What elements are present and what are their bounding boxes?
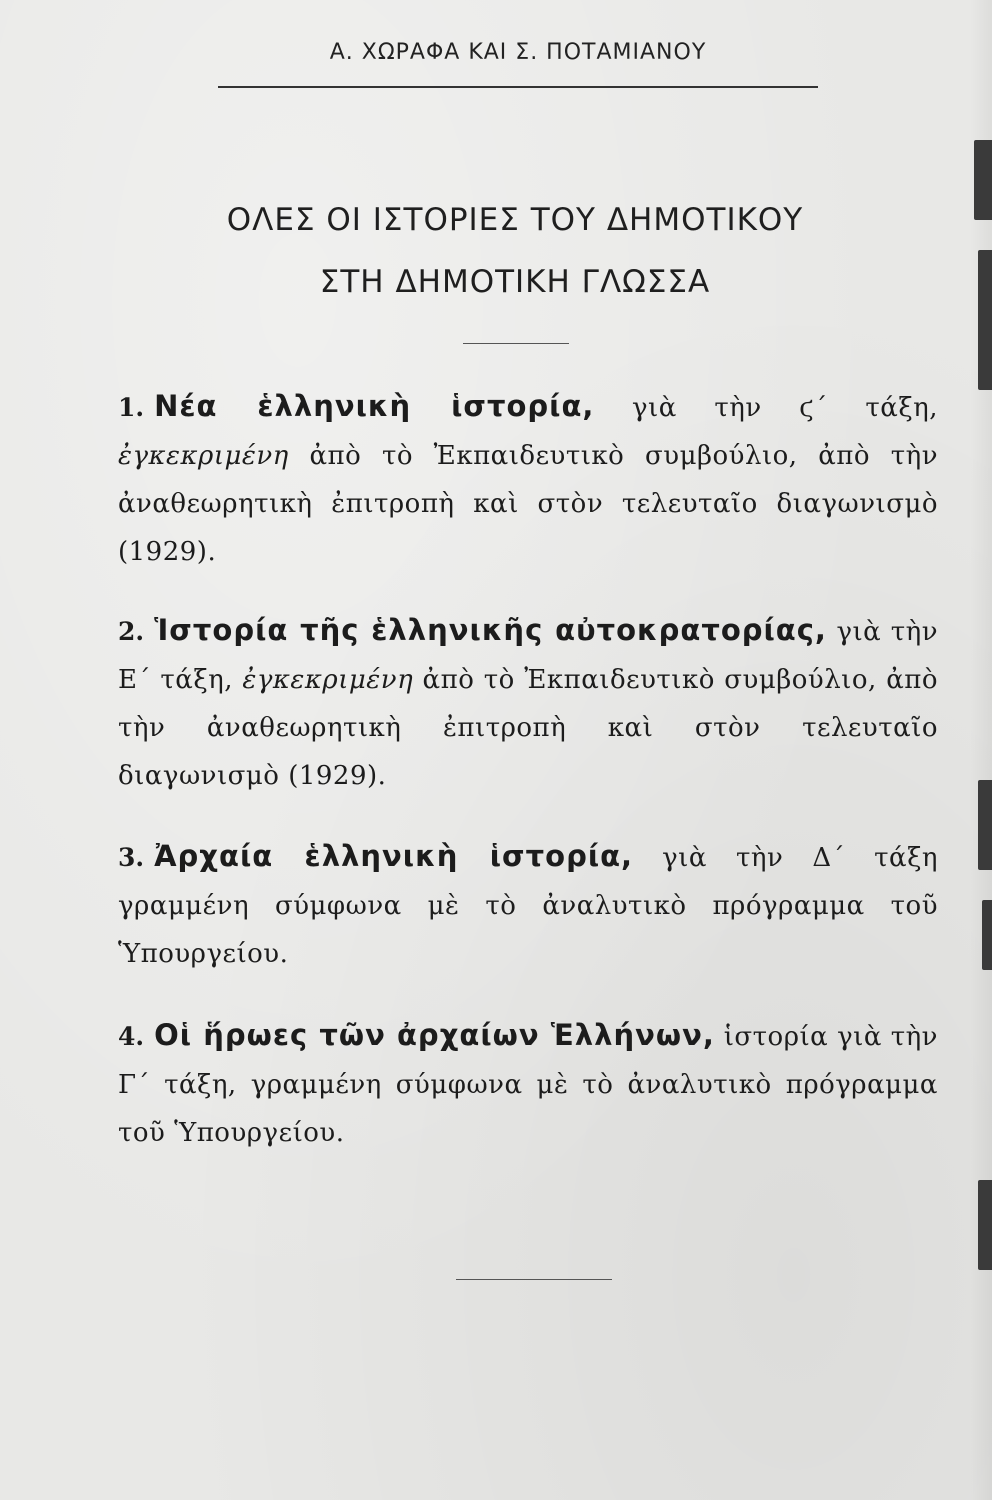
book-entry [118,832,938,978]
section-title-line-1: ΟΛΕΣ ΟΙ ΙΣΤΟΡΙΕΣ ΤΟΥ ΔΗΜΟΤΙΚΟΥ [226,202,804,238]
book-entry [118,382,938,576]
divider-rule [463,343,569,344]
book-entry [118,1011,938,1157]
page-edge-mark [982,900,992,970]
page-edge-mark [978,250,992,390]
entry-text: ἀπὸ τὸ Ἐκπαιδευτικὸ συμβούλιο, ἀπὸ τὴν ἀναθεωρητικὴ ἐπιτροπὴ καὶ στὸν τελευταῖο διαγωνισμὸ (1929). [118,441,938,567]
entry-number: 3. [118,843,145,872]
page-edge-mark [978,780,992,870]
running-head: Α. ΧΩΡΑΦΑ ΚΑΙ Σ. ΠΟΤΑΜΙΑΝΟΥ [329,40,707,65]
header-rule [218,86,818,88]
page-edge-mark [978,1180,992,1270]
page-edge-mark [974,140,992,220]
entry-text: ἱστορία γιὰ τὴν Γ΄ τάξη, γραμμένη σύμφωνα μὲ τὸ ἀναλυτικὸ πρόγραμμα τοῦ Ὑπουργείου. [118,1022,938,1148]
book-title: Νέα ἑλληνικὴ ἱστορία, [154,389,595,423]
entry-number: 4. [118,1022,145,1051]
entry-text: ἀπὸ τὸ Ἐκπαιδευτικὸ συμβούλιο, ἀπὸ τὴν ἀναθεωρητικὴ ἐπιτροπὴ καὶ στὸν τελευταῖο διαγωνισμὸ (1929). [118,665,938,791]
book-title: Ἀρχαία ἑλληνικὴ ἱστορία, [154,839,634,873]
entry-number: 2. [118,617,145,646]
entry-text: γιὰ τὴν Ε΄ τάξη, [118,617,938,695]
entry-text: γιὰ τὴν ϛ΄ τάξη, [594,393,938,423]
entry-number: 1. [118,393,145,422]
entry-text: γιὰ τὴν Δ΄ τάξη γραμμένη σύμφωνα μὲ τὸ ἀναλυτικὸ πρόγραμμα τοῦ Ὑπουργείου. [118,843,939,969]
book-entry [118,606,938,800]
divider-rule [456,1279,612,1280]
approved-label: ἐγκεκριμένη [242,665,414,695]
page-edge-shadow [970,0,992,1500]
book-title: Ἱστορία τῆς ἑλληνικῆς αὐτοκρατορίας, [154,613,827,647]
approved-label: ἐγκεκριμένη [118,441,289,471]
section-title-line-2: ΣΤΗ ΔΗΜΟΤΙΚΗ ΓΛΩΣΣΑ [319,264,711,300]
book-title: Οἱ ἥρωες τῶν ἀρχαίων Ἑλλήνων, [154,1018,715,1052]
